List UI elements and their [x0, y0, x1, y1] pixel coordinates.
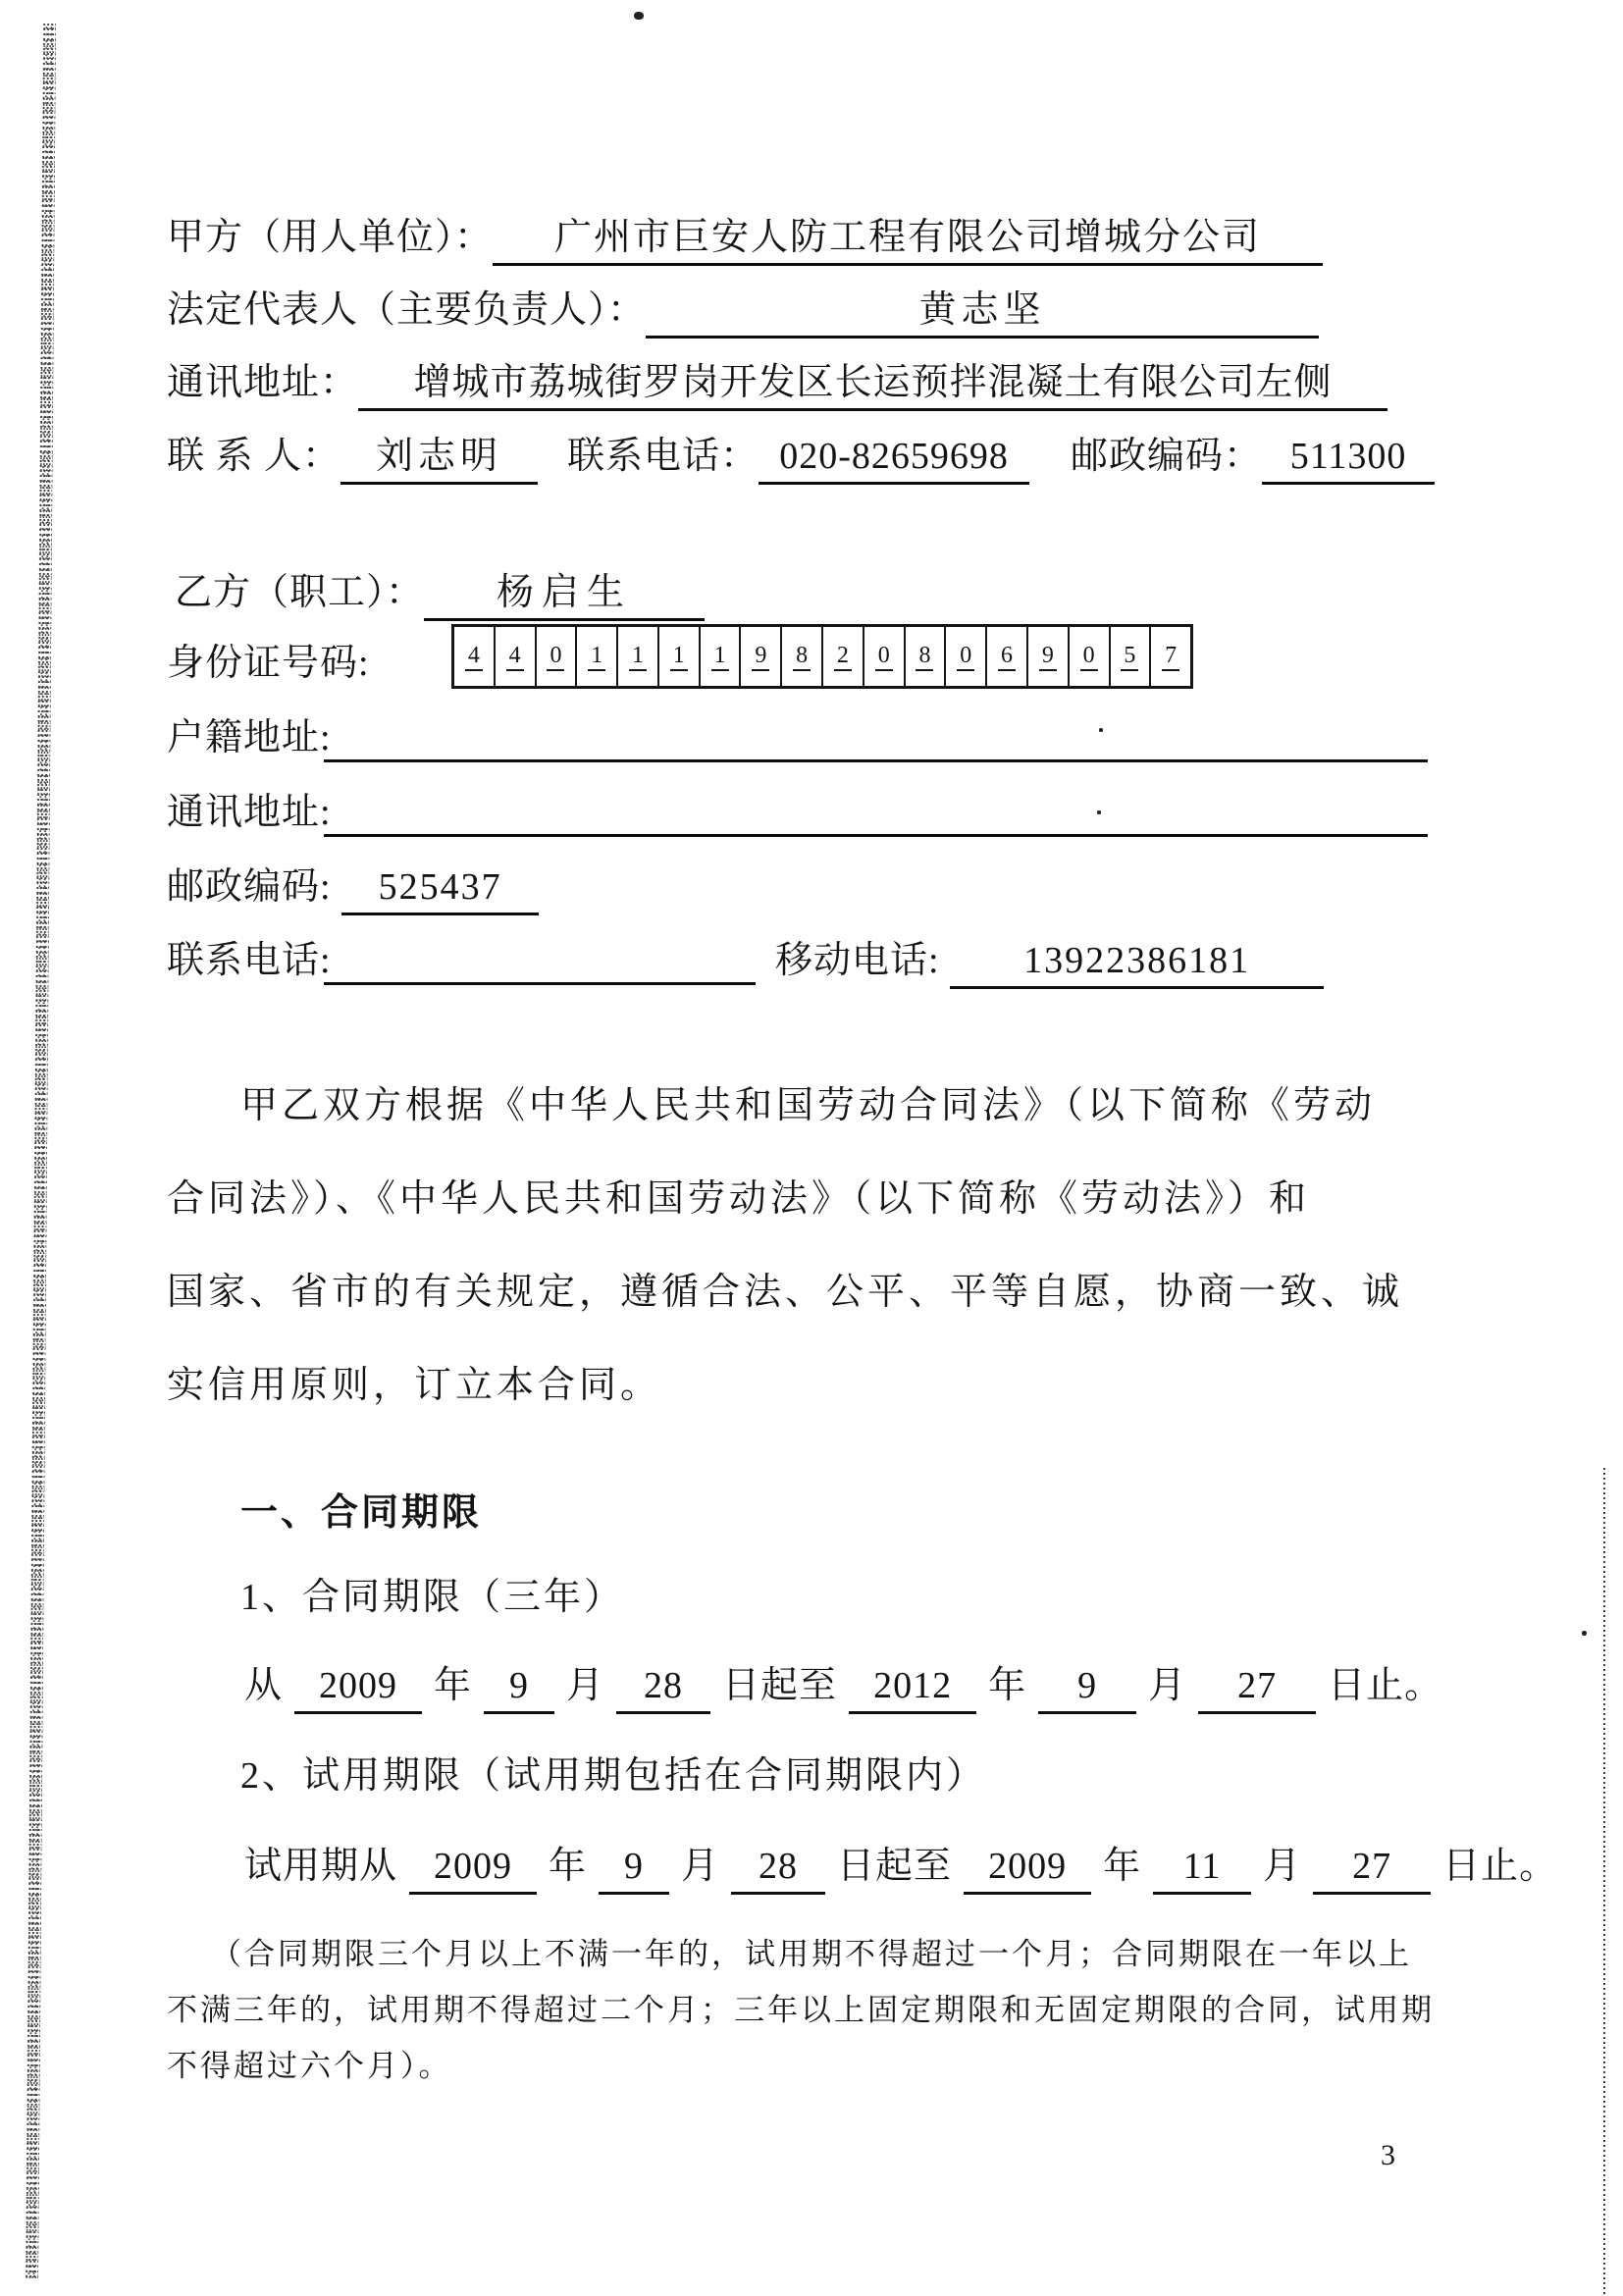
id-digit-cell [535, 627, 576, 686]
preamble-line-2: 合同法》）、《中华人民共和国劳动法》（以下简称《劳动法》）和 [167, 1178, 1311, 1220]
probation-year-char-2: 年 [1103, 1846, 1142, 1887]
employer-postcode-label: 邮政编码： [1071, 436, 1263, 477]
employee-address-blank [324, 789, 1428, 837]
term-start-month: 9 [484, 1664, 554, 1714]
employee-address-label: 通讯地址: [167, 792, 332, 833]
id-digit-cell [985, 627, 1026, 686]
probation-start-month: 9 [599, 1845, 669, 1895]
probation-month-char: 月 [681, 1846, 720, 1887]
employee-postcode-line [167, 863, 539, 915]
id-number-line [167, 640, 370, 687]
term-end-month: 9 [1038, 1664, 1136, 1714]
employer-address-line [167, 359, 1387, 411]
probation-end-day: 27 [1313, 1845, 1431, 1895]
section-heading: 一、合同期限 [240, 1492, 483, 1534]
id-digit: 1 [588, 643, 605, 671]
contract-term-line [240, 1662, 1446, 1714]
employee-value: 杨启生 [424, 571, 705, 621]
id-digit: 5 [1121, 643, 1138, 671]
employer-address-label: 通讯地址： [167, 362, 359, 403]
employer-address-value: 增城市荔城街罗岗开发区长运预拌混凝土有限公司左侧 [358, 361, 1387, 411]
term-end-day: 27 [1198, 1664, 1316, 1714]
term-year-char: 年 [434, 1665, 473, 1706]
term-end-year: 2012 [849, 1664, 976, 1714]
probation-suffix: 日止。 [1442, 1846, 1558, 1887]
term-start-year: 2009 [294, 1664, 422, 1714]
term-month-char-2: 月 [1148, 1665, 1187, 1706]
id-digit-cell [657, 627, 699, 686]
id-digit: 1 [711, 643, 729, 671]
probation-start-year: 2009 [409, 1845, 537, 1895]
scan-binding-artifact [26, 24, 56, 2278]
id-digit-cell [904, 627, 945, 686]
employer-postcode-value: 511300 [1262, 435, 1435, 485]
id-digit: 9 [752, 643, 769, 671]
mobile-phone-line [775, 937, 1324, 989]
id-digit: 7 [1162, 643, 1179, 671]
scan-dotted-line-artifact [1603, 1468, 1605, 2296]
section-item-1: 1、合同期限（三年） [240, 1577, 625, 1618]
note-line-2: 不满三年的，试用期不得超过二个月；三年以上固定期限和无固定期限的合同，试用期 [167, 1993, 1435, 2027]
id-digit-cell [863, 627, 904, 686]
id-digit-cell [1068, 627, 1109, 686]
mobile-phone-value: 13922386181 [950, 939, 1324, 989]
term-prefix: 从 [244, 1665, 284, 1706]
employee-phone-line [167, 937, 332, 984]
employee-phone-blank [324, 937, 756, 985]
page-number: 3 [1381, 2139, 1395, 2171]
legal-rep-line [167, 287, 1319, 339]
probation-month-char-2: 月 [1263, 1846, 1302, 1887]
probation-mid: 日起至 [837, 1846, 953, 1887]
id-digit-cell [944, 627, 985, 686]
employee-label: 乙方（职工）： [175, 572, 425, 613]
id-digit: 4 [465, 643, 483, 671]
probation-end-month: 11 [1153, 1845, 1251, 1895]
term-start-day: 28 [616, 1664, 710, 1714]
id-digit: 4 [506, 643, 524, 671]
id-digit-cell [616, 627, 657, 686]
employer-phone-value: 020-82659698 [759, 435, 1029, 485]
employer-label: 甲方（用人单位）： [167, 217, 494, 258]
legal-rep-value: 黄志坚 [646, 288, 1319, 339]
note-line-3: 不得超过六个月）。 [167, 2049, 452, 2083]
registered-address-blank [324, 714, 1428, 762]
employee-postcode-label: 邮政编码: [167, 866, 332, 908]
probation-end-year: 2009 [964, 1845, 1091, 1895]
registered-address-line [167, 714, 332, 761]
id-digit-cell [454, 627, 494, 686]
id-digit: 0 [1080, 643, 1098, 671]
id-digit: 6 [998, 643, 1016, 671]
id-digit: 2 [834, 643, 852, 671]
term-mid: 日起至 [722, 1665, 838, 1706]
id-digit-cell [699, 627, 740, 686]
note-line-1: （合同期限三个月以上不满一年的，试用期不得超过一个月；合同期限在一年以上 [211, 1937, 1412, 1971]
employee-phone-label: 联系电话: [167, 940, 332, 981]
section-item-2: 2、试用期限（试用期包括在合同期限内） [240, 1755, 987, 1797]
employee-postcode-value: 525437 [341, 865, 539, 915]
preamble-line-1: 甲乙双方根据《中华人民共和国劳动合同法》（以下简称《劳动 [240, 1085, 1377, 1126]
contact-person-label: 联 系 人： [167, 436, 341, 477]
employer-value: 广州市巨安人防工程有限公司增城分公司 [493, 216, 1323, 266]
id-digit: 0 [875, 643, 893, 671]
id-digit: 1 [629, 643, 647, 671]
id-digit-cell [780, 627, 821, 686]
probation-start-day: 28 [731, 1845, 825, 1895]
id-digit: 9 [1039, 643, 1057, 671]
id-digit: 0 [547, 643, 564, 671]
id-digit-cell [739, 627, 780, 686]
id-digit-cell [1026, 627, 1068, 686]
ink-speck [634, 12, 644, 20]
registered-address-label: 户籍地址: [167, 717, 332, 758]
mobile-phone-label: 移动电话: [775, 940, 940, 981]
employee-address-line [167, 789, 332, 836]
id-digit-cell [1109, 627, 1150, 686]
probation-year-char: 年 [549, 1846, 588, 1887]
ink-speck [1582, 1631, 1587, 1636]
id-digit-cell [821, 627, 863, 686]
id-digit-cell [494, 627, 535, 686]
contact-person-value: 刘志明 [340, 435, 538, 485]
preamble-line-3: 国家、省市的有关规定，遵循合法、公平、平等自愿，协商一致、诚 [167, 1272, 1404, 1313]
employee-line [175, 569, 705, 621]
probation-prefix: 试用期从 [244, 1846, 398, 1887]
id-digit: 1 [670, 643, 688, 671]
preamble-line-4: 实信用原则，订立本合同。 [167, 1365, 662, 1406]
term-month-char: 月 [566, 1665, 605, 1706]
term-suffix: 日止。 [1328, 1665, 1443, 1706]
id-digit: 0 [957, 643, 974, 671]
id-number-label: 身份证号码: [167, 643, 370, 684]
term-year-char-2: 年 [988, 1665, 1027, 1706]
id-digit-cell [575, 627, 616, 686]
id-digit: 8 [916, 643, 933, 671]
id-digit: 8 [793, 643, 811, 671]
employer-contact-line [167, 433, 1435, 485]
employer-line [167, 214, 1323, 266]
legal-rep-label: 法定代表人（主要负责人）： [167, 289, 647, 331]
id-digit-cell [1149, 627, 1190, 686]
probation-term-line [240, 1843, 1561, 1895]
employer-phone-label: 联系电话： [567, 436, 759, 477]
id-number-grid [451, 624, 1193, 689]
